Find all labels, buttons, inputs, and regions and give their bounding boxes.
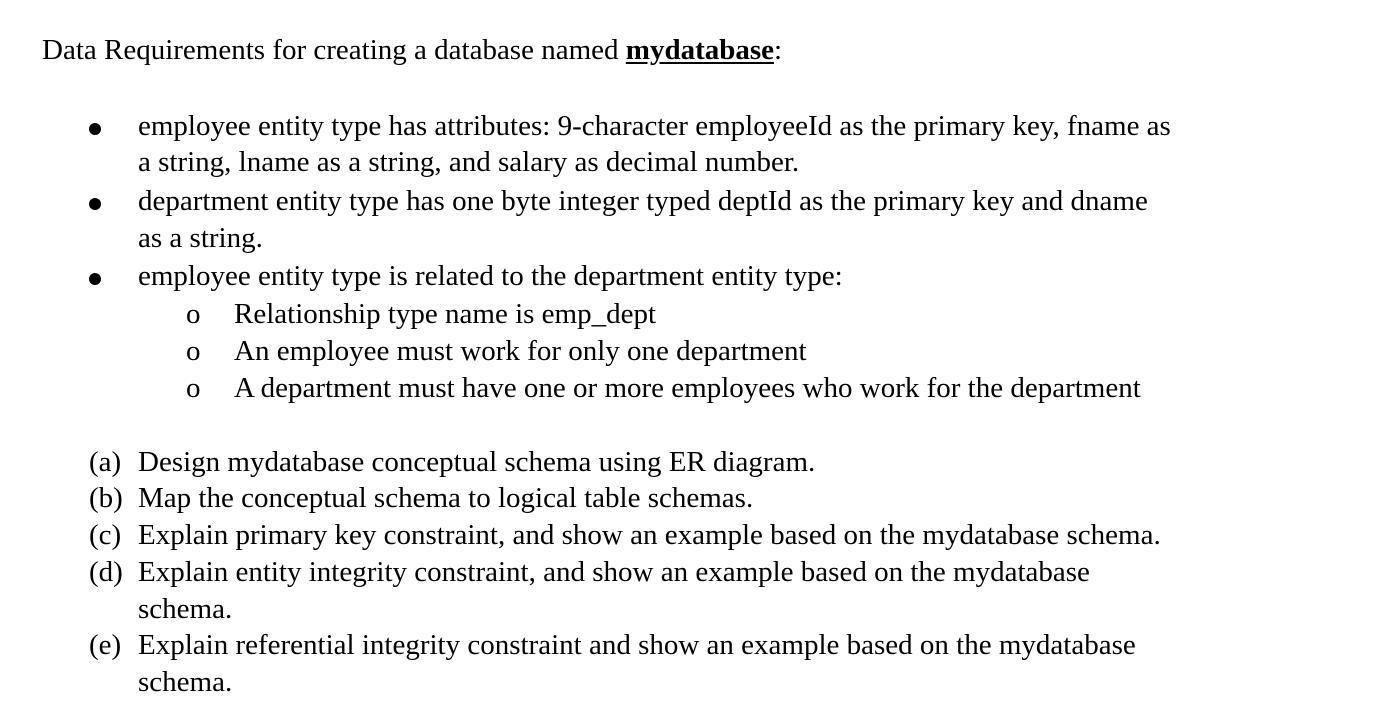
question-e-text-line-1: Explain referential integrity constraint and show an example based on the mydatabase	[138, 629, 1136, 661]
question-label: (b)	[89, 482, 123, 514]
sub-bullet-icon: o	[186, 372, 201, 404]
sub-item-department-participation: A department must have one or more employees who work for the department	[234, 372, 1141, 404]
sub-item-relationship-name: Relationship type name is emp_dept	[234, 298, 657, 330]
question-d-text-line-2: schema.	[138, 593, 233, 625]
requirement-employee-line-2: a string, lname as a string, and salary as decimal number.	[138, 146, 800, 178]
document-heading	[42, 33, 782, 67]
bullet-icon	[89, 273, 101, 285]
sub-bullet-icon: o	[186, 298, 201, 330]
question-label: (e)	[89, 629, 122, 661]
question-label: (c)	[89, 519, 122, 551]
question-c-text: Explain primary key constraint, and show an example based on the mydatabase schema.	[138, 519, 1161, 551]
bullet-icon	[89, 198, 101, 210]
sub-item-employee-participation: An employee must work for only one department	[234, 335, 807, 367]
question-e-text-line-2: schema.	[138, 666, 233, 698]
bullet-icon	[89, 123, 101, 135]
requirement-employee-line-1: employee entity type has attributes: 9-character employeeId as the primary key, fname as	[138, 110, 1171, 142]
question-d-text-line-1: Explain entity integrity constraint, and show an example based on the mydatabase	[138, 556, 1090, 588]
sub-bullet-icon: o	[186, 335, 201, 367]
heading-prefix: Data Requirements for creating a database named	[42, 34, 626, 66]
requirement-relationship-line: employee entity type is related to the department entity type:	[138, 260, 843, 292]
question-label: (a)	[89, 446, 122, 478]
requirement-department-line-2: as a string.	[138, 222, 263, 254]
question-b-text: Map the conceptual schema to logical table schemas.	[138, 482, 754, 514]
database-name: mydatabase	[625, 34, 775, 66]
question-label: (d)	[89, 556, 123, 588]
heading-suffix: :	[774, 34, 783, 66]
question-a-text: Design mydatabase conceptual schema using ER diagram.	[138, 446, 816, 478]
requirement-department-line-1: department entity type has one byte integer typed deptId as the primary key and dname	[138, 185, 1148, 217]
